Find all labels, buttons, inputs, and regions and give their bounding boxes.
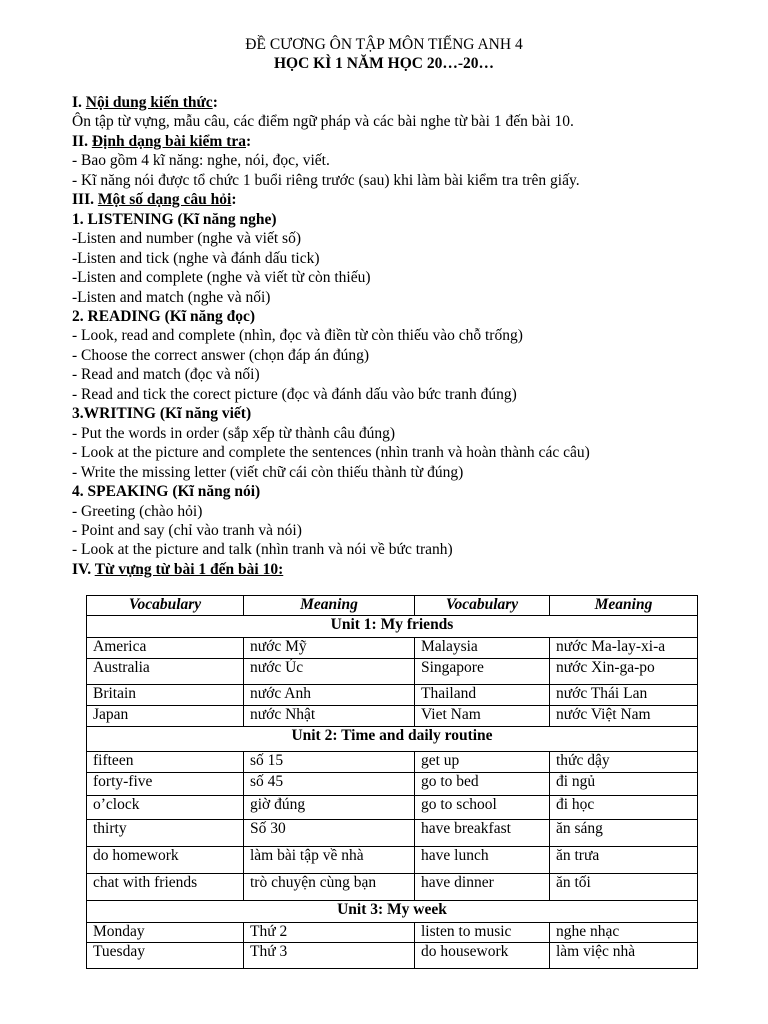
listening-heading: 1. LISTENING (Kĩ năng nghe) bbox=[72, 210, 277, 228]
table-cell: do homework bbox=[87, 847, 244, 874]
table-cell: nước Nhật bbox=[244, 706, 415, 727]
table-cell: Số 30 bbox=[244, 820, 415, 847]
table-cell: ăn sáng bbox=[550, 820, 698, 847]
table-cell: have lunch bbox=[415, 847, 550, 874]
writing-heading: 3.WRITING (Kĩ năng viết) bbox=[72, 405, 252, 423]
table-cell: America bbox=[87, 638, 244, 659]
table-cell: làm bài tập về nhà bbox=[244, 847, 415, 874]
table-cell: Australia bbox=[87, 659, 244, 685]
reading-item: - Read and tick the corect picture (đọc và đánh dấu vào bức tranh đúng) bbox=[72, 385, 517, 403]
document-title: ĐỀ CƯƠNG ÔN TẬP MÔN TIẾNG ANH 4 bbox=[245, 36, 523, 53]
speaking-item: - Greeting (chào hỏi) bbox=[72, 502, 203, 520]
reading-item: - Read and match (đọc và nối) bbox=[72, 366, 260, 384]
unit-heading-row bbox=[87, 901, 698, 923]
table-cell: nước Việt Nam bbox=[550, 706, 698, 727]
table-cell: ăn tối bbox=[550, 874, 698, 901]
unit-2-title: Unit 2: Time and daily routine bbox=[87, 727, 698, 752]
table-cell: trò chuyện cùng bạn bbox=[244, 874, 415, 901]
table-cell: làm việc nhà bbox=[550, 943, 698, 969]
table-cell: go to bed bbox=[415, 773, 550, 796]
table-cell: go to school bbox=[415, 796, 550, 820]
table-cell: giờ đúng bbox=[244, 796, 415, 820]
table-cell: Tuesday bbox=[87, 943, 244, 969]
table-row bbox=[87, 796, 698, 820]
section-1-heading bbox=[72, 93, 712, 112]
table-row bbox=[87, 847, 698, 874]
writing-item: - Look at the picture and complete the sentences (nhìn tranh và hoàn thành các câu) bbox=[72, 444, 590, 462]
table-row bbox=[87, 706, 698, 727]
table-cell: do housework bbox=[415, 943, 550, 969]
unit-heading-row bbox=[87, 616, 698, 638]
unit-1-title: Unit 1: My friends bbox=[87, 616, 698, 638]
section-2-title: Định dạng bài kiểm tra bbox=[91, 132, 246, 150]
section-3-title: Một số dạng câu hỏi bbox=[97, 191, 232, 209]
table-cell: forty-five bbox=[87, 773, 244, 796]
reading-item: - Look, read and complete (nhìn, đọc và điền từ còn thiếu vào chỗ trống) bbox=[72, 327, 523, 345]
table-cell: thirty bbox=[87, 820, 244, 847]
section-2-colon: : bbox=[246, 132, 252, 150]
reading-item: - Choose the correct answer (chọn đáp án đúng) bbox=[72, 346, 369, 364]
listening-item: -Listen and tick (nghe và đánh dấu tick) bbox=[72, 249, 320, 267]
listening-item: -Listen and number (nghe và viết số) bbox=[72, 230, 301, 248]
header-vocabulary: Vocabulary bbox=[87, 596, 244, 616]
section-2-heading bbox=[72, 132, 712, 151]
listening-item: -Listen and match (nghe và nối) bbox=[72, 288, 271, 306]
table-cell: ăn trưa bbox=[550, 847, 698, 874]
table-row bbox=[87, 773, 698, 796]
table-cell: chat with friends bbox=[87, 874, 244, 901]
table-cell: nước Ma-lay-xi-a bbox=[550, 638, 698, 659]
table-cell: Monday bbox=[87, 923, 244, 943]
writing-item: - Put the words in order (sắp xếp từ thành câu đúng) bbox=[72, 424, 396, 442]
section-2-item: - Bao gồm 4 kĩ năng: nghe, nói, đọc, viết. bbox=[72, 152, 330, 170]
section-2-number: II. bbox=[72, 132, 92, 150]
section-4-heading bbox=[72, 560, 712, 579]
table-cell: have breakfast bbox=[415, 820, 550, 847]
unit-heading-row bbox=[87, 727, 698, 752]
table-header-row bbox=[87, 596, 698, 616]
table-cell: nước Xin-ga-po bbox=[550, 659, 698, 685]
document-subtitle: HỌC KÌ 1 NĂM HỌC 20…-20… bbox=[273, 55, 494, 72]
listening-item: -Listen and complete (nghe và viết từ còn thiếu) bbox=[72, 269, 371, 287]
table-cell: get up bbox=[415, 752, 550, 773]
unit-3-title: Unit 3: My week bbox=[87, 901, 698, 923]
table-cell: số 15 bbox=[244, 752, 415, 773]
table-row bbox=[87, 638, 698, 659]
table-row bbox=[87, 685, 698, 706]
section-3-number: III. bbox=[72, 191, 98, 209]
table-cell: Japan bbox=[87, 706, 244, 727]
vocabulary-table bbox=[86, 595, 698, 969]
table-cell: Singapore bbox=[415, 659, 550, 685]
section-4-title: Từ vựng từ bài 1 đến bài 10: bbox=[94, 560, 284, 578]
section-1-number: I. bbox=[72, 94, 86, 111]
section-1-colon: : bbox=[212, 94, 218, 111]
speaking-item: - Point and say (chỉ vào tranh và nói) bbox=[72, 521, 302, 539]
table-cell: nước Anh bbox=[244, 685, 415, 706]
table-cell: Thứ 2 bbox=[244, 923, 415, 943]
section-1-title: Nội dung kiến thức bbox=[85, 94, 213, 111]
table-cell: đi ngủ bbox=[550, 773, 698, 796]
section-4-number: IV. bbox=[72, 560, 95, 578]
speaking-heading: 4. SPEAKING (Kĩ năng nói) bbox=[72, 483, 261, 501]
table-cell: fifteen bbox=[87, 752, 244, 773]
section-3-heading bbox=[72, 190, 712, 209]
document-body bbox=[72, 93, 712, 579]
table-cell: nước Thái Lan bbox=[550, 685, 698, 706]
table-row bbox=[87, 923, 698, 943]
section-3-colon: : bbox=[231, 191, 237, 209]
table-cell: nghe nhạc bbox=[550, 923, 698, 943]
table-cell: have dinner bbox=[415, 874, 550, 901]
table-row bbox=[87, 820, 698, 847]
table-row bbox=[87, 752, 698, 773]
table-row bbox=[87, 874, 698, 901]
table-row bbox=[87, 659, 698, 685]
header-meaning: Meaning bbox=[550, 596, 698, 616]
table-cell: nước Mỹ bbox=[244, 638, 415, 659]
speaking-item: - Look at the picture and talk (nhìn tranh và nói về bức tranh) bbox=[72, 541, 453, 559]
table-cell: số 45 bbox=[244, 773, 415, 796]
header-vocabulary: Vocabulary bbox=[415, 596, 550, 616]
writing-item: - Write the missing letter (viết chữ cái còn thiếu thành từ đúng) bbox=[72, 463, 464, 481]
table-cell: Viet Nam bbox=[415, 706, 550, 727]
table-cell: Britain bbox=[87, 685, 244, 706]
table-cell: listen to music bbox=[415, 923, 550, 943]
section-1-text: Ôn tập từ vựng, mẫu câu, các điểm ngữ pháp và các bài nghe từ bài 1 đến bài 10. bbox=[72, 113, 574, 131]
section-2-item: - Kĩ năng nói được tổ chức 1 buổi riêng trước (sau) khi làm bài kiểm tra trên giấy. bbox=[72, 171, 580, 189]
table-cell: nước Úc bbox=[244, 659, 415, 685]
table-cell: Thailand bbox=[415, 685, 550, 706]
header-meaning: Meaning bbox=[244, 596, 415, 616]
table-cell: đi học bbox=[550, 796, 698, 820]
table-row bbox=[87, 943, 698, 969]
reading-heading: 2. READING (Kĩ năng đọc) bbox=[72, 307, 256, 325]
table-cell: o’clock bbox=[87, 796, 244, 820]
table-cell: Thứ 3 bbox=[244, 943, 415, 969]
table-cell: Malaysia bbox=[415, 638, 550, 659]
table-cell: thức dậy bbox=[550, 752, 698, 773]
